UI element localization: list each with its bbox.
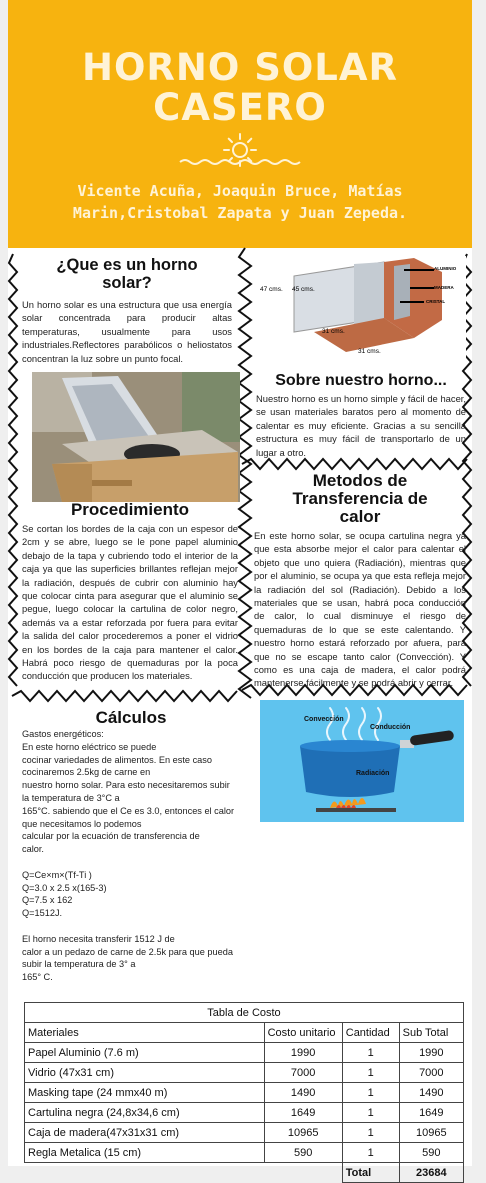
calculos-line: Gastos energéticos: [22,729,104,739]
section-heading-que-es [22,256,232,292]
que-es-body: Un horno solar es una estructura que usa energía solar concentrada para producir altas temperaturas, usualmente para usos industriales.Reflectores parabólicos o heliostatos concentran la luz sobre un punto focal. [22,299,232,364]
calculos-line: cocinar variedades de alimentos. En este caso [22,754,212,765]
table-cell: 1 [342,1043,399,1063]
table-row [25,1043,464,1063]
section-heading-calculos: Cálculos [95,708,167,727]
vertical-zigzag-divider [238,248,252,698]
cost-table [24,1002,464,1183]
heading-line: solar? [102,274,152,292]
table-row [25,1123,464,1143]
section-metodos [254,472,466,690]
table-cell: Regla Metalica (15 cm) [25,1143,265,1163]
calculos-line [22,856,240,869]
title-line-1: HORNO SOLAR [81,46,398,89]
heading-line: Metodos de [312,471,408,490]
calculos-body [22,728,240,984]
calculos-line: Q=Ce×m×(Tf-Ti ) [22,869,92,880]
table-header: Cantidad [342,1023,399,1043]
table-cell: 590 [264,1143,342,1163]
authors-line-2: Marin,Cristobal Zapata y Juan Zepeda. [72,204,408,222]
metodos-body: En este horno solar, se ocupa cartulina negra ya que esta absorbe mejor el calor para calentar el objeto que uno quiera (Radiación), mientras que por el aluminio, se ocupa ya que esta refleja mejor la radiación del sol (Radiación). Debido a los materiales que se usan, habrá poca conducción de calor, lo cual disminuye el riesgo de quemaduras de lo que se este calentando. Y nuestro horno estará reforzado por afuera, para que no se escape tanto calor (Convección). Y como es una caja de madera, el calor podrá mantenerse fácilmente y se podrá abrir y cerrar. [254,530,466,689]
calculos-line: En este horno eléctrico se puede [22,741,157,752]
authors-line-1: Vicente Acuña, Joaquin Bruce, Matías [77,182,403,200]
table-cell-empty [25,1163,265,1183]
box-diagram [254,256,466,358]
total-value: 23684 [399,1163,463,1183]
table-cell: 1490 [264,1083,342,1103]
table-row [25,1083,464,1103]
calculos-line: cocinaremos 2.5kg de carne en [22,767,151,778]
table-cell: 1 [342,1103,399,1123]
calculos-line: Q=1512J. [22,908,63,919]
label-31cms-a: 31 cms. [322,328,345,335]
solar-oven-photo [32,372,240,502]
calculos-line: calor. [22,844,44,855]
table-cell: 1 [342,1083,399,1103]
label-cristal: CRISTAL [426,299,446,304]
section-que-es [22,256,232,365]
label-47cms: 47 cms. [260,286,283,293]
section-procedimiento [22,500,238,683]
calculos-line: que necesitamos lo podemos [22,818,142,829]
label-conduccion: Conducción [370,724,411,731]
table-row [25,1103,464,1123]
section-heading-sobre: Sobre nuestro horno... [275,372,447,389]
label-madera: MADERA [434,285,454,290]
table-cell: 1 [342,1063,399,1083]
calculos-line: la temperatura de 3°C a [22,792,120,803]
calculos-line: 165°C. sabiendo que el Ce es 3.0, entonces el calor [22,805,235,816]
heat-transfer-illustration [260,700,464,822]
table-cell: 10965 [399,1123,463,1143]
table-cell: 7000 [399,1063,463,1083]
horizontal-zigzag-divider-2 [12,690,242,702]
table-title: Tabla de Costo [25,1003,464,1023]
calculos-line [22,920,240,933]
total-label: Total [342,1163,399,1183]
table-cell: 7000 [264,1063,342,1083]
label-radiacion: Radiación [356,770,390,777]
table-header: Materiales [25,1023,265,1043]
horizontal-zigzag-divider-1 [242,458,472,470]
calculos-line: nuestro horno solar. Para esto necesitaremos subir [22,780,230,791]
procedimiento-body: Se cortan los bordes de la caja con un espesor de 2cm y se abre, luego se le pone papel aluminio debajo de la tapa y cubriendo todo el interior de la caja ya que las superficies brillantes reflejan mejor la radiación, después de cubrir con aluminio hay que colocar cinta para asegurar que el aluminio se pegue, luego colocar la cartulina de color negro, además va a estar reforzada por fuera para evitar la salida del calor procederemos a poner el vidrio en los bordes de la caja para mantener el calor. Habrá poco riesgo de quemaduras por la poca conducción que producen los materiales. [22,523,238,682]
wave-divider [180,158,300,166]
table-cell: 590 [399,1143,463,1163]
calculos-line: Q=3.0 x 2.5 x(165-3) [22,882,107,893]
label-45cms: 45 cms. [292,286,315,293]
table-title-row [25,1003,464,1023]
calculos-line: 165° C. [22,972,53,983]
table-header-row [25,1023,464,1043]
table-cell: Caja de madera(47x31x31 cm) [25,1123,265,1143]
header-banner [8,0,472,248]
table-header: Costo unitario [264,1023,342,1043]
table-cell: Cartulina negra (24,8x34,6 cm) [25,1103,265,1123]
label-aluminio: ALUMINIO [434,266,457,271]
heading-line: Transferencia de [292,489,428,508]
label-conveccion: Convección [304,716,344,723]
poster [8,0,472,1179]
table-cell: Vidrio (47x31 cm) [25,1063,265,1083]
table-header: Sub Total [399,1023,463,1043]
section-heading-procedimiento: Procedimiento [70,500,190,519]
table-row [25,1143,464,1163]
heading-line: calor [339,507,381,526]
table-cell: 1990 [264,1043,342,1063]
title-line-2: CASERO [153,86,327,129]
table-cell: 1 [342,1143,399,1163]
table-total-row [25,1163,464,1183]
left-zigzag-border [8,254,18,694]
section-heading-metodos [254,472,466,526]
section-calculos [22,708,240,984]
label-31cms-b: 31 cms. [358,348,381,355]
calculos-line: El horno necesita transferir 1512 J de [22,933,175,944]
poster-title [8,48,472,128]
table-cell: Masking tape (24 mmx40 m) [25,1083,265,1103]
table-cell: Papel Aluminio (7.6 m) [25,1043,265,1063]
table-cell: 1649 [264,1103,342,1123]
table-row [25,1063,464,1083]
heading-line: ¿Que es un horno [56,256,198,274]
table-cell: 1990 [399,1043,463,1063]
table-cell-empty [264,1163,342,1183]
section-sobre [256,372,466,459]
calculos-line: calor a un pedazo de carne de 2.5k para que pueda [22,946,233,957]
table-cell: 1490 [399,1083,463,1103]
calculos-line: Q=7.5 x 162 [22,895,73,906]
cost-table-section [24,1002,464,1183]
table-cell: 1649 [399,1103,463,1123]
calculos-line: subir la temperatura de 3° a [22,959,136,970]
table-cell: 10965 [264,1123,342,1143]
authors [18,180,462,224]
sobre-body: Nuestro horno es un horno simple y fácil de hacer, se usan materiales baratos pero al momento de calentar es muy eficiente. Gracias a su sencilla estructura es muy fácil de transportarlo de un lugar a otro. [256,393,466,458]
calculos-line: calcular por la ecuación de transferencia de [22,831,200,842]
table-cell: 1 [342,1123,399,1143]
